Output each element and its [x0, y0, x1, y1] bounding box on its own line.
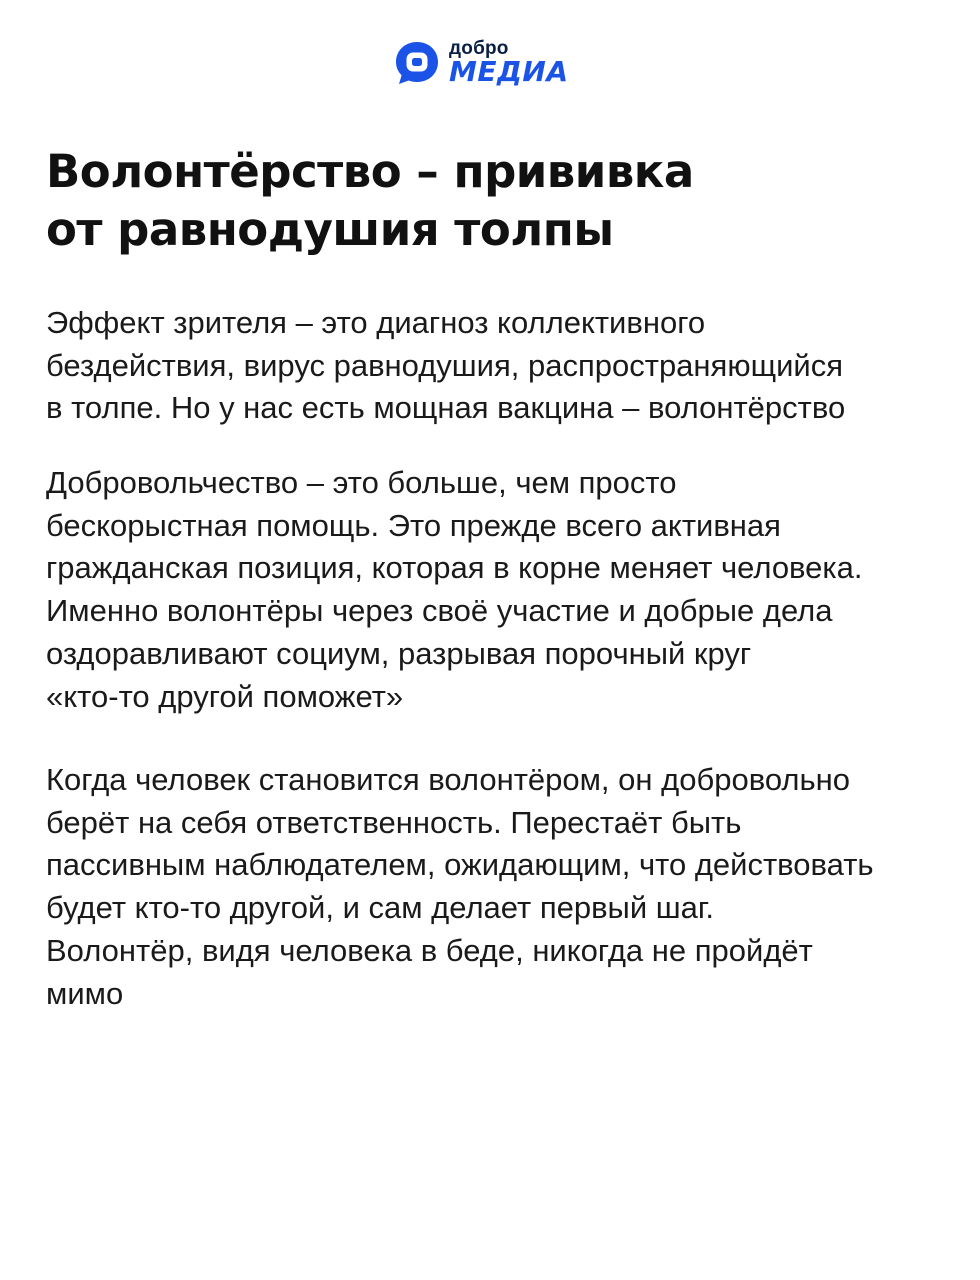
paragraph-responsibility	[46, 759, 956, 1015]
brand-logo	[393, 38, 569, 88]
paragraph-line: оздоравливают социум, разрывая порочный круг	[46, 635, 752, 671]
brand-wordmark	[449, 40, 569, 86]
paragraph-line: гражданская позиция, которая в корне меняет человека.	[46, 550, 863, 586]
brand-wordmark-bottom: МЕДИА	[449, 55, 569, 88]
paragraph-line: будет кто-то другой, и сам делает первый шаг.	[46, 890, 715, 926]
paragraph-line: Добровольчество – это больше, чем просто	[46, 465, 677, 500]
paragraph-line: Именно волонтёры через своё участие и добрые дела	[46, 593, 833, 629]
paragraph-bystander-effect	[46, 302, 956, 430]
paragraph-line: берёт на себя ответственность. Перестаёт быть	[46, 804, 742, 840]
page-title	[46, 143, 946, 259]
paragraph-line: Волонтёр, видя человека в беде, никогда не пройдёт	[46, 932, 813, 968]
paragraph-volunteering	[46, 462, 956, 718]
title-line: от равнодушия толпы	[46, 203, 614, 256]
paragraph-line: в толпе. Но у нас есть мощная вакцина – волонтёрство	[46, 390, 846, 426]
paragraph-line: бескорыстная помощь. Это прежде всего активная	[46, 507, 781, 543]
paragraph-line: мимо	[46, 975, 124, 1011]
paragraph-line: пассивным наблюдателем, ожидающим, что действовать	[46, 847, 874, 883]
paragraph-line: Эффект зрителя – это диагноз коллективного	[46, 305, 706, 340]
brand-wordmark-top: добро	[449, 38, 509, 59]
title-line: Волонтёрство – прививка	[46, 145, 694, 198]
paragraph-line: бездействия, вирус равнодушия, распространяющийся	[46, 347, 844, 383]
paragraph-line: «кто-то другой поможет»	[46, 678, 404, 714]
chat-bubble-icon	[393, 39, 441, 87]
paragraph-line: Когда человек становится волонтёром, он добровольно	[46, 762, 850, 797]
